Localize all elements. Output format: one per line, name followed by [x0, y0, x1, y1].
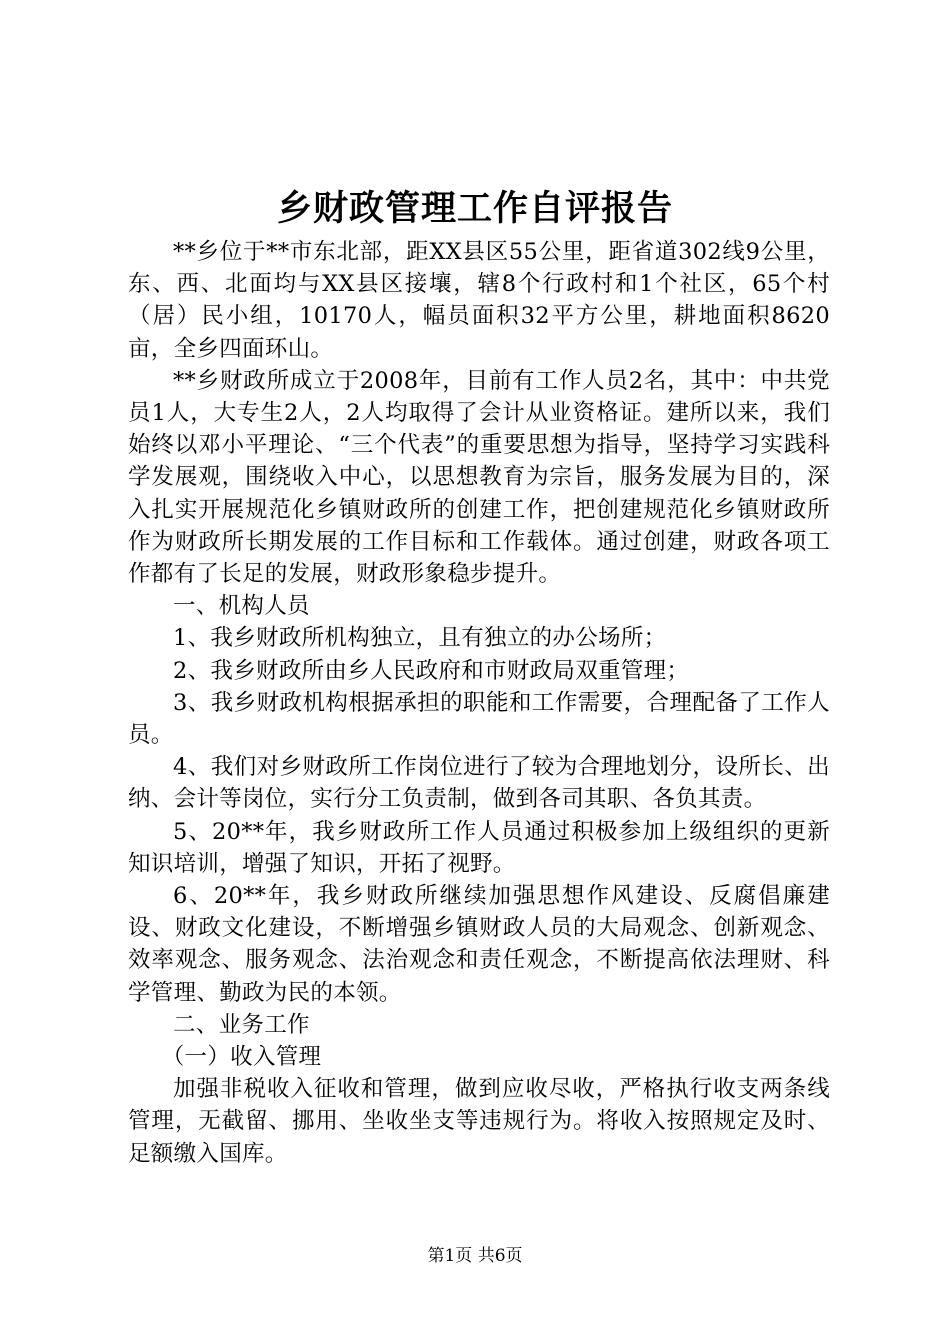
list-item: 2、我乡财政所由乡人民政府和市财政局双重管理； — [173, 657, 690, 684]
revenue-paragraph: 加强非税收入征收和管理，做到应收尽收，严格执行收支两条线管理，无截留、挪用、坐收坐支等违规行为。将收入按照规定及时、足额缴入国库。 — [128, 1076, 830, 1167]
intro-paragraph-location: **乡位于**市东北部，距XX县区55公里，距省道302线9公里，东、西、北面均与XX县区接壤，辖8个行政村和1个社区，65个村（居）民小组，10170人，幅员面积32平方公里，耕地面积8620亩，全乡四面环山。 — [128, 239, 830, 362]
list-item: 5、20**年，我乡财政所工作人员通过积极参加上级组织的更新知识培训，增强了知识，开拓了视野。 — [128, 818, 830, 877]
section-heading-business: 二、业务工作 — [173, 1011, 310, 1038]
list-item: 6、20**年，我乡财政所继续加强思想作风建设、反腐倡廉建设、财政文化建设，不断增强乡镇财政人员的大局观念、创新观念、效率观念、服务观念、法治观念和责任观念，不断提高依法理财、科学管理、勤政为民的本领。 — [128, 883, 830, 1006]
intro-paragraph-finance-office: **乡财政所成立于2008年，目前有工作人员2名，其中：中共党员1人，大专生2人，2人均取得了会计从业资格证。建所以来，我们始终以邓小平理论、“三个代表”的重要思想为指导，坚持学习实践科学发展观，围绕收入中心，以思想教育为宗旨，服务发展为目的，深入扎实开展规范化乡镇财政所的创建工作，把创建规范化乡镇财政所作为财政所长期发展的工作目标和工作载体。通过创建，财政各项工作都有了长足的发展，财政形象稳步提升。 — [128, 367, 830, 588]
list-item: 3、我乡财政机构根据承担的职能和工作需要，合理配备了工作人员。 — [128, 689, 830, 749]
document-body — [128, 236, 830, 1170]
list-item: 4、我们对乡财政所工作岗位进行了较为合理地划分，设所长、出纳、会计等岗位，实行分工负责制，做到各司其职、各负其责。 — [128, 754, 830, 813]
subsection-heading-revenue: （一）收入管理 — [161, 1044, 322, 1071]
document-title: 乡财政管理工作自评报告 — [276, 188, 673, 229]
page-number-footer: 第1页 共6页 — [427, 1246, 523, 1266]
list-item: 1、我乡财政所机构独立，且有独立的办公场所； — [173, 625, 667, 652]
section-heading-organization: 一、机构人员 — [173, 593, 310, 620]
